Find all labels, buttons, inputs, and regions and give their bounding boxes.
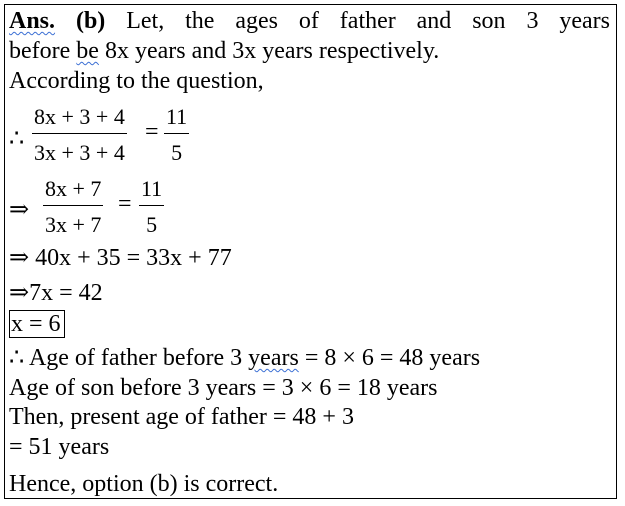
result-line <box>9 310 65 338</box>
implies-symbol: ⇒ <box>9 197 30 223</box>
step2-numerator: 8x + 7 <box>45 176 102 201</box>
final-answer-line: Hence, option (b) is correct. <box>9 471 279 497</box>
step1-rhs-numerator: 11 <box>166 104 188 129</box>
step2-rhs-denominator: 5 <box>139 205 164 238</box>
be-word: be <box>76 38 99 64</box>
father-age-line <box>9 344 480 372</box>
step2-fraction <box>43 176 103 238</box>
step4-equation: ⇒7x = 42 <box>9 280 103 306</box>
intro-line-2-rest: 8x years and 3x years respectively. <box>104 38 440 64</box>
father-age-prefix: ∴ Age of father before 3 <box>9 345 243 371</box>
therefore-symbol: ∴ <box>9 126 25 152</box>
intro-line-3: According to the question, <box>9 68 264 94</box>
answer-intro-line <box>9 7 610 35</box>
step2-rhs-fraction <box>139 176 164 238</box>
before-word: before <box>9 38 71 64</box>
step1-denominator: 3x + 3 + 4 <box>32 133 127 166</box>
present-age-line: Then, present age of father = 48 + 3 <box>9 404 354 430</box>
step1-rhs-fraction <box>164 104 189 166</box>
father-age-suffix: = 8 × 6 = 48 years <box>298 345 481 371</box>
boxed-result: x = 6 <box>9 310 65 338</box>
intro-text: Let, the ages of father and son 3 years <box>126 8 611 34</box>
step1-numerator: 8x + 3 + 4 <box>34 104 125 129</box>
step2-denominator: 3x + 7 <box>43 205 103 238</box>
present-age-result: = 51 years <box>9 434 110 460</box>
step1-rhs-denominator: 5 <box>164 133 189 166</box>
step1-fraction <box>32 104 127 166</box>
step1-equals: = <box>145 119 159 145</box>
son-age-line: Age of son before 3 years = 3 × 6 = 18 years <box>9 375 438 401</box>
answer-label: Ans. <box>9 8 56 34</box>
step2-rhs-numerator: 11 <box>141 176 163 201</box>
option-label: (b) <box>75 8 106 34</box>
intro-line-2 <box>9 37 439 65</box>
step3-equation: ⇒ 40x + 35 = 33x + 77 <box>9 245 232 271</box>
step2-equals: = <box>118 191 132 217</box>
father-years-word: years <box>248 345 299 371</box>
